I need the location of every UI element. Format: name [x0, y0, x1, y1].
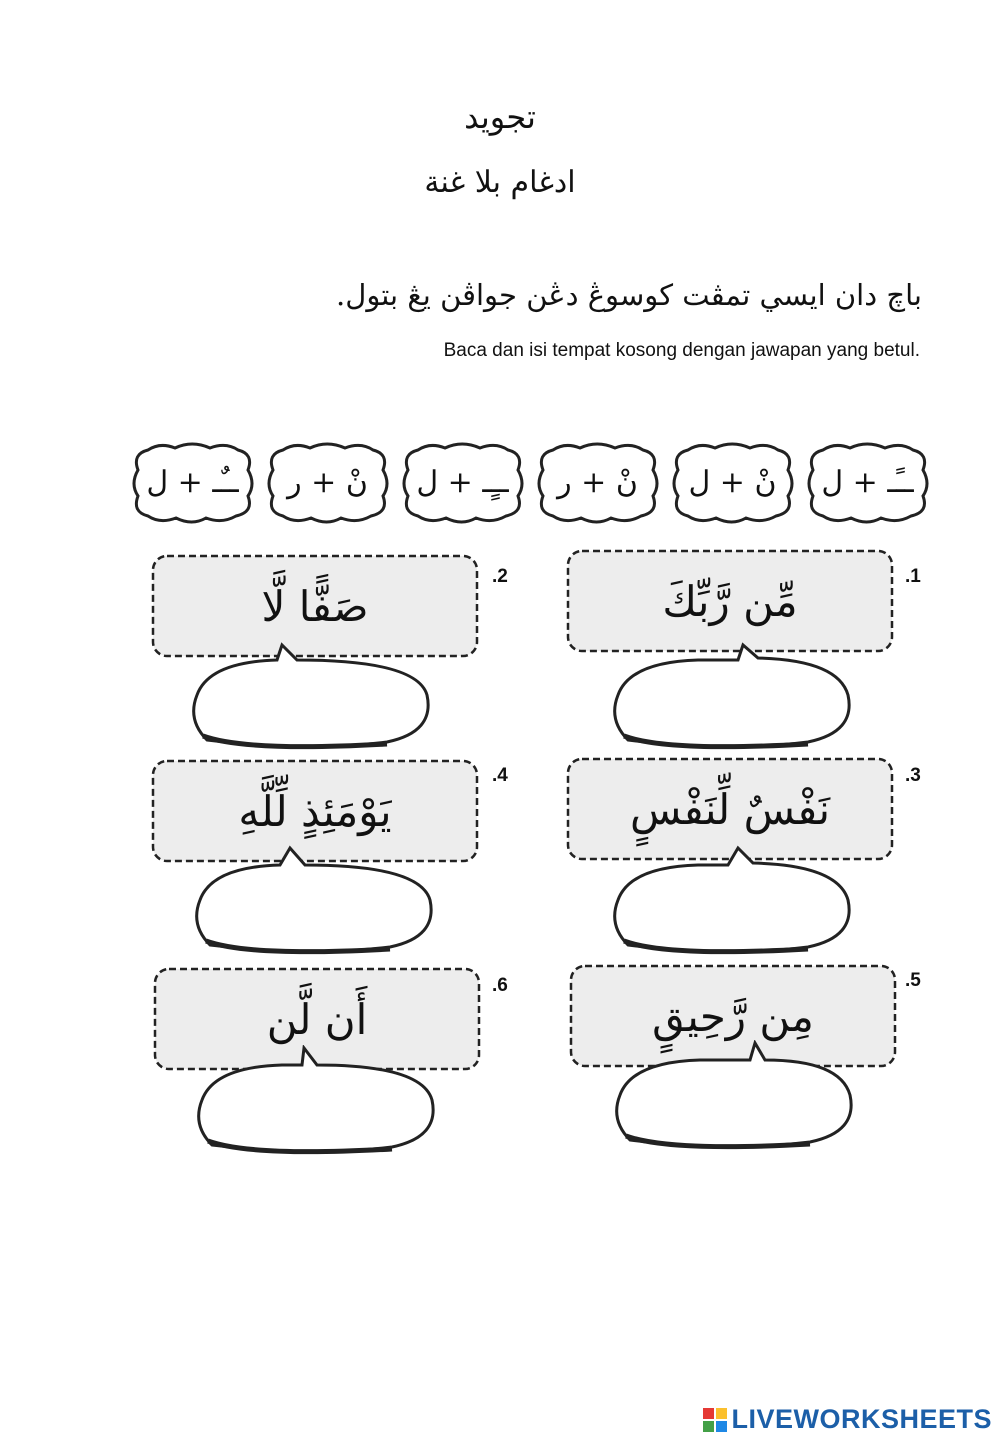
question-number: .3 [905, 765, 921, 786]
option-cloud[interactable] [805, 440, 930, 524]
question-number: .2 [492, 566, 508, 587]
answer-bubble[interactable] [190, 845, 435, 955]
page-subtitle: ادغام بلا غنة [424, 165, 576, 200]
question-word: نَفْسٌ لِّنَفْسٍ [629, 784, 831, 834]
option-cloud[interactable] [400, 440, 525, 524]
question-number: .5 [905, 970, 921, 991]
option-label: نْ + ل [688, 464, 777, 500]
answer-bubble[interactable] [187, 640, 432, 750]
answer-bubble[interactable] [608, 640, 853, 750]
page-title: تجويد [464, 98, 536, 136]
liveworksheets-logo [703, 1404, 992, 1435]
option-label: ــٍـ + ل [416, 464, 509, 500]
option-cloud[interactable] [535, 440, 660, 524]
logo-text: LIVEWORKSHEETS [731, 1404, 992, 1434]
answer-bubble[interactable] [192, 1045, 437, 1155]
option-label: نْ + ر [557, 464, 638, 500]
option-label: نْ + ر [287, 464, 368, 500]
question-word: أَن لَّن [266, 994, 368, 1044]
question-word: مِن رَّحِيقٍ [652, 991, 814, 1041]
option-cloud[interactable] [130, 440, 255, 524]
option-label: ــٌـ + ل [146, 464, 239, 500]
question-word: صَفًّا لَّا [261, 581, 369, 631]
question-number: .4 [492, 765, 508, 786]
answer-bubble[interactable] [610, 1040, 855, 1150]
option-cloud[interactable] [670, 440, 795, 524]
question-word: مِّن رَّبِّكَ [662, 576, 798, 626]
option-label: ــًـ + ل [821, 464, 914, 500]
instruction-jawi: باچ دان ايسي تمڤت كوسوڠ دڠن جواڤن يڠ بتول. [336, 278, 922, 312]
logo-grid-icon [703, 1408, 727, 1432]
instruction-rumi: Baca dan isi tempat kosong dengan jawapan yang betul. [443, 340, 920, 361]
answer-bubble[interactable] [608, 845, 853, 955]
question-number: .1 [905, 566, 921, 587]
question-word: يَوْمَئِذٍ لِّلَّهِ [238, 786, 392, 836]
question-box [565, 548, 895, 654]
question-number: .6 [492, 975, 508, 996]
option-cloud[interactable] [265, 440, 390, 524]
